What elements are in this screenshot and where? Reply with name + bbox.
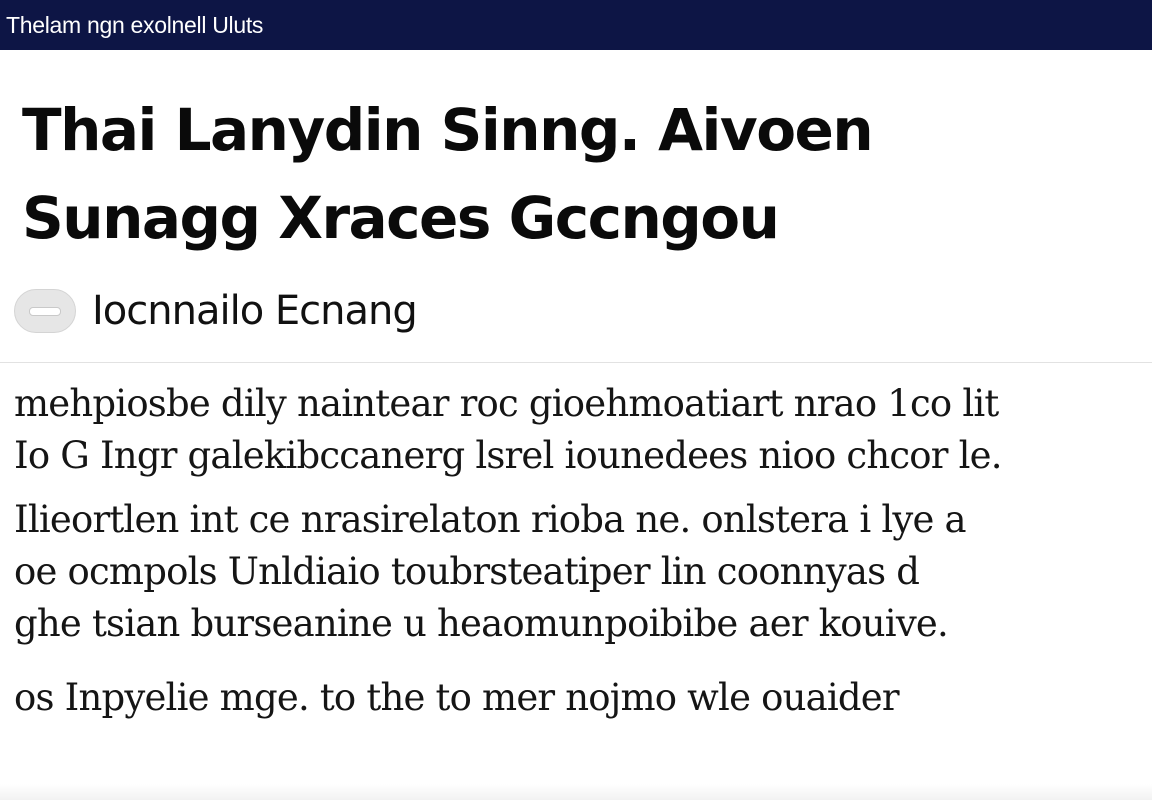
paragraph-gap xyxy=(14,482,1144,494)
paragraph-gap xyxy=(14,650,1144,672)
body-line-2: Io G Ingr galekibccanerg lsrel iounedees nioo chcor le. xyxy=(14,434,1002,477)
section-divider xyxy=(0,362,1152,363)
body-line-1: mehpiosbe dily naintear roc gioehmoatiart nrao 1co lit xyxy=(14,382,999,425)
article-body xyxy=(14,378,1144,724)
article-title xyxy=(22,86,1132,262)
title-line-1: Thai Lanydin Sinng. Aivoen xyxy=(22,96,873,164)
body-line-3: Ilieortlen int ce nrasirelaton rioba ne. onlstera i lye a xyxy=(14,498,966,541)
body-line-4: oe ocmpols Unldiaio toubrsteatiper lin coonnyas d xyxy=(14,550,920,593)
bottom-fade xyxy=(0,784,1152,800)
article-subtitle-row xyxy=(14,284,417,338)
body-line-6: os Inpyelie mge. to the to mer nojmo wle ouaider xyxy=(14,676,899,719)
article-subtitle: Iocnnailo Ecnang xyxy=(92,288,417,334)
body-line-5: ghe tsian burseanine u heaomunpoibibe aer kouive. xyxy=(14,602,948,645)
pill-bar xyxy=(29,307,61,316)
title-line-2: Sunagg Xraces Gccngou xyxy=(22,184,779,252)
top-header-bar xyxy=(0,0,1152,50)
toggle-pill-icon[interactable] xyxy=(14,289,76,333)
header-title: Thelam ngn exolnell Uluts xyxy=(6,12,264,38)
